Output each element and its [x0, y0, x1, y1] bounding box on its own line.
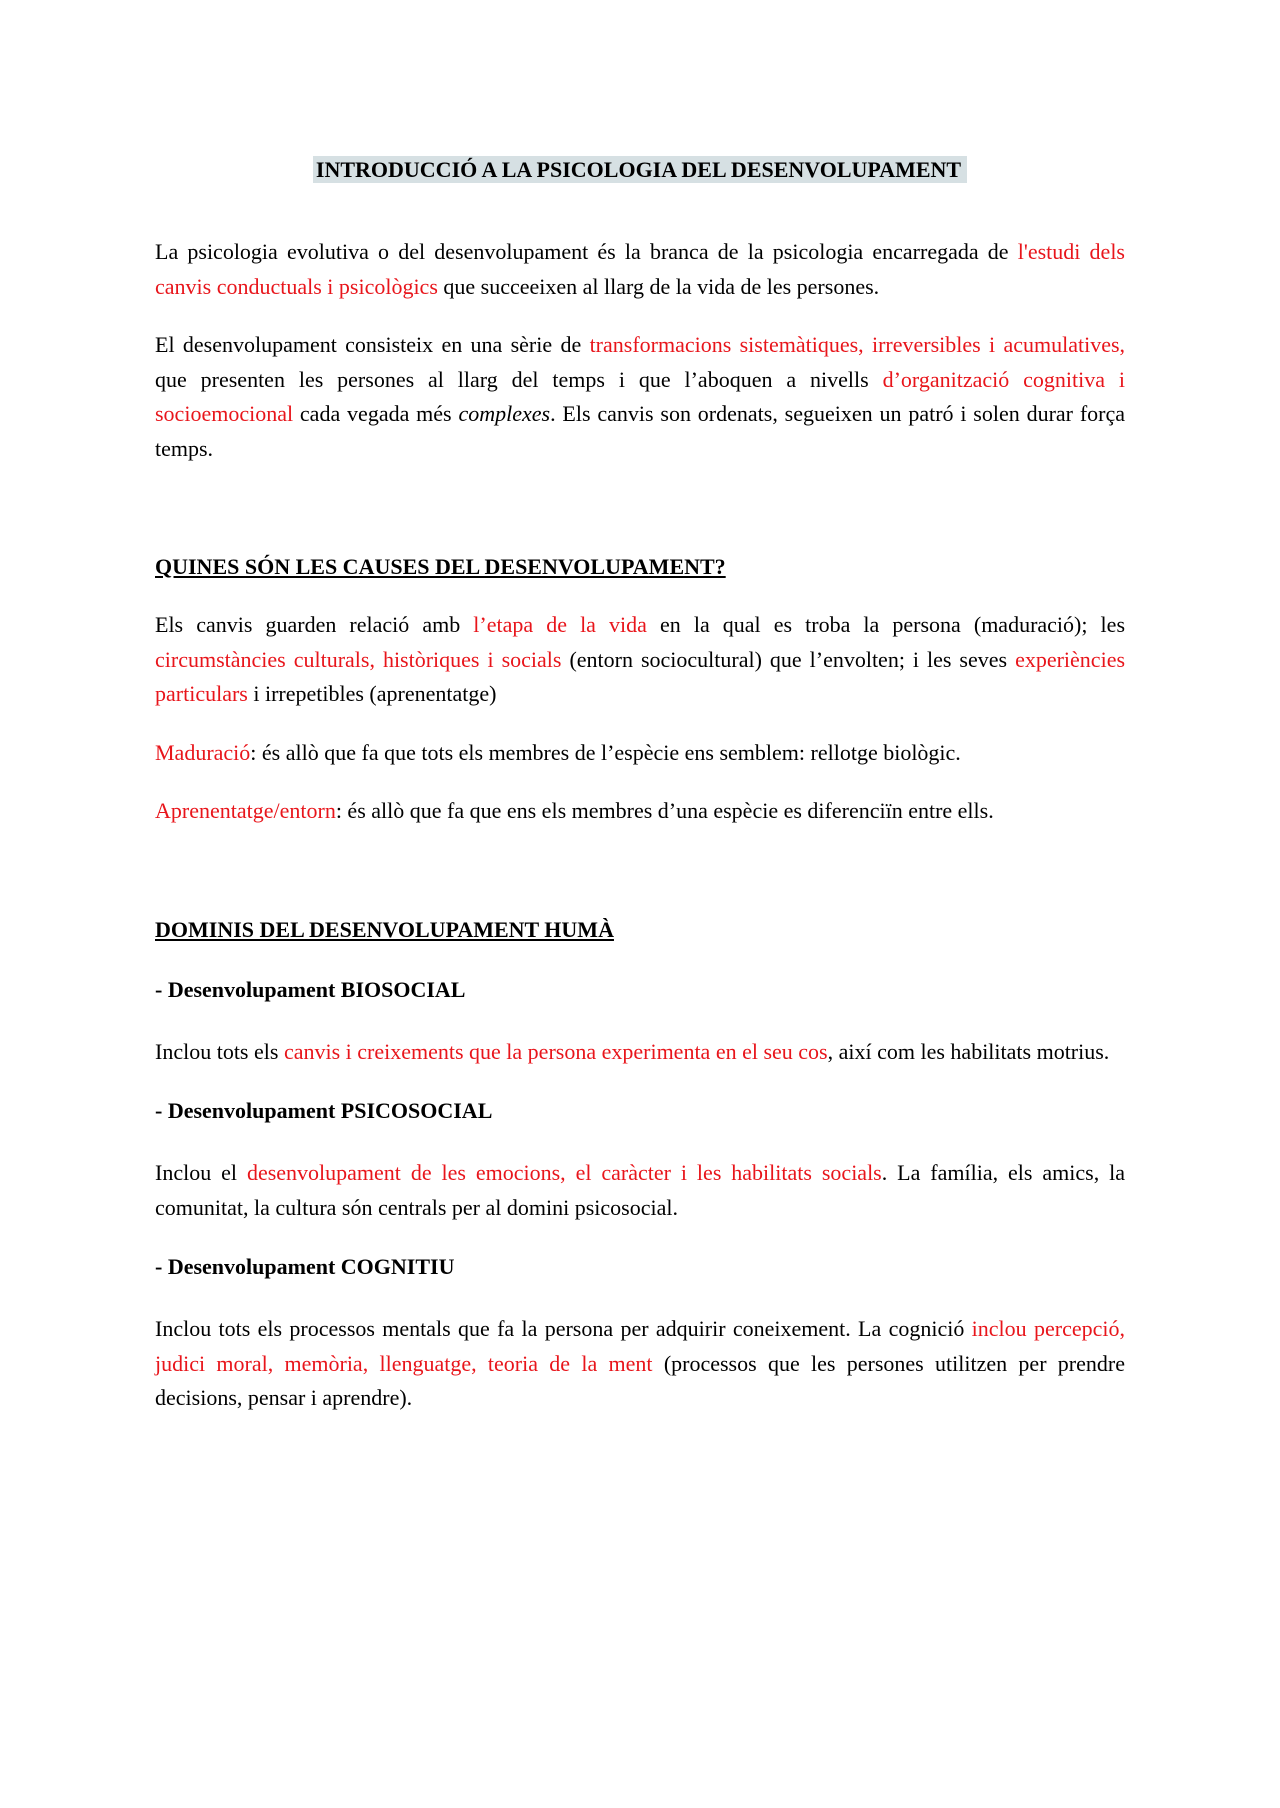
text-run: cada vegada més: [299, 401, 452, 426]
highlight-text: desenvolupament de les emocions, el caràcter i les habilitats socials: [246, 1160, 882, 1185]
highlight-text: experiències particulars: [155, 646, 1126, 706]
subheading-cognitiu: - Desenvolupament COGNITIU: [155, 1254, 455, 1279]
highlight-text: l’etapa de la vida: [473, 612, 647, 637]
biosocial-paragraph: [155, 1035, 1125, 1070]
text-run: : és allò que fa que tots els membres de l’espècie ens semblem: rellotge biològic.: [250, 739, 961, 765]
text-run: Inclou tots els: [155, 1038, 279, 1064]
section-heading-causes: QUINES SÓN LES CAUSES DEL DESENVOLUPAMENT?: [155, 554, 726, 579]
document-body: [155, 155, 1125, 1416]
text-run: La psicologia evolutiva o del desenvolupament és la branca de la psicologia encarregada de: [155, 239, 1009, 264]
text-run: , així com les habilitats motrius.: [827, 1038, 1110, 1064]
text-run: (processos que les persones utilitzen per prendre decisions, pensar i aprendre).: [155, 1350, 1125, 1410]
text-run: Inclou tots els processos mentals que fa la persona per adquirir coneixement. La cognició: [155, 1316, 965, 1341]
subheading-biosocial: - Desenvolupament BIOSOCIAL: [155, 976, 466, 1002]
subheading-psicosocial: - Desenvolupament PSICOSOCIAL: [155, 1098, 493, 1123]
highlight-text: Aprenentatge/entorn: [155, 798, 336, 823]
section-heading-domains: DOMINIS DEL DESENVOLUPAMENT HUMÀ: [155, 916, 614, 942]
text-run: . La família, els amics, la comunitat, la cultura són centrals per al domini psicosocial.: [155, 1160, 1125, 1220]
highlight-text: l'estudi dels canvis conductuals i psicològics: [155, 239, 1125, 299]
text-run: i irrepetibles (aprenentatge): [253, 681, 497, 706]
page-title-text: INTRODUCCIÓ A LA PSICOLOGIA DEL DESENVOLUPAMENT: [313, 156, 967, 183]
causes-paragraph-1: [155, 608, 1125, 712]
psicosocial-paragraph: [155, 1156, 1125, 1225]
highlight-text: circumstàncies culturals, històriques i socials: [155, 646, 562, 672]
text-run: que succeeixen al llarg de la vida de les persones.: [443, 273, 880, 299]
text-run: que presenten les persones al llarg del temps i que l’aboquen a nivells: [155, 366, 869, 392]
text-run: (entorn sociocultural) que l’envolten; i les seves: [569, 646, 1008, 672]
highlight-text: Maduració: [155, 739, 251, 765]
highlight-text: canvis i creixements que la persona experimenta en el seu cos: [283, 1038, 828, 1064]
highlight-text: transformacions sistemàtiques, irreversibles i acumulatives,: [589, 332, 1126, 357]
text-run: Inclou el: [155, 1160, 238, 1185]
intro-paragraph-1: [155, 235, 1125, 304]
emphasis-text: complexes: [458, 401, 551, 426]
intro-paragraph-2: [155, 328, 1125, 466]
text-run: en la qual es troba la persona (maduració); les: [659, 612, 1125, 637]
highlight-text: d’organització cognitiva i socioemocional: [155, 366, 1125, 426]
text-run: El desenvolupament consisteix en una sèrie de: [155, 332, 582, 357]
causes-paragraph-maduracio: [155, 736, 1125, 771]
text-run: Els canvis guarden relació amb: [155, 612, 461, 637]
text-run: . Els canvis son ordenats, segueixen un patró i solen durar força temps.: [155, 401, 1126, 461]
causes-paragraph-aprenentatge: [155, 794, 1125, 829]
highlight-text: inclou percepció, judici moral, memòria, llenguatge, teoria de la ment: [155, 1316, 1125, 1376]
cognitiu-paragraph: [155, 1312, 1125, 1416]
page-title: [155, 155, 1125, 185]
text-run: : és allò que fa que ens els membres d’una espècie es diferenciïn entre ells.: [335, 798, 994, 823]
